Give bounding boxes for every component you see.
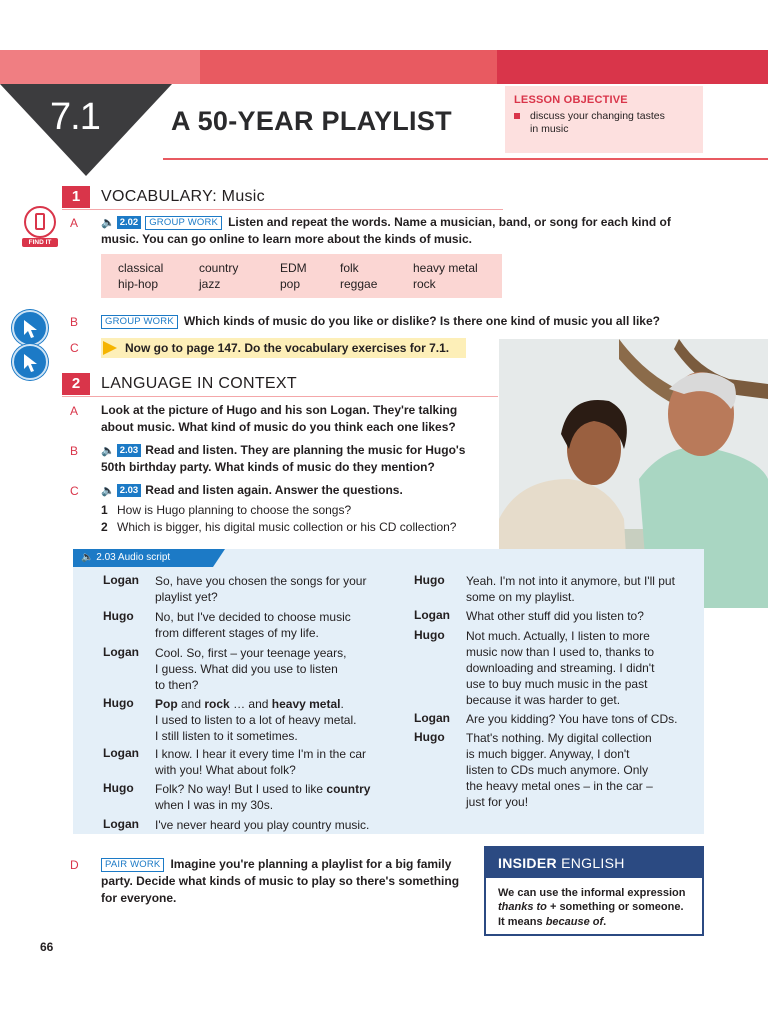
objective-heading: LESSON OBJECTIVE: [514, 94, 628, 106]
insider-heading: [486, 848, 702, 878]
script-speaker: Hugo: [103, 609, 134, 623]
audio-script-tab[interactable]: [73, 549, 213, 567]
exercise-2d-letter: D: [70, 858, 79, 872]
exercise-1b-letter: B: [70, 315, 79, 329]
group-work-tag: GROUP WORK: [101, 315, 178, 329]
script-speaker: Logan: [414, 608, 450, 622]
script-line: I used to listen to a lot of heavy metal.: [155, 713, 357, 727]
script-line: I still listen to it sometimes.: [155, 729, 298, 743]
script-line: Folk? No way! But I used to like country: [155, 782, 371, 796]
exercise-2c: [101, 482, 496, 499]
vocab-word: rock: [413, 277, 436, 291]
script-line: Cool. So, first – your teenage years,: [155, 646, 347, 660]
vocab-word: classical: [118, 261, 164, 275]
vocabulary-box: [101, 254, 502, 298]
insider-line-3-end: .: [603, 915, 607, 928]
script-line: just for you!: [466, 795, 529, 809]
header-band-light: [0, 50, 200, 84]
arrow-right-icon: [103, 341, 117, 355]
script-line: playlist yet?: [155, 590, 218, 604]
exercise-2d: [101, 856, 481, 906]
exercise-2a-line-2: about music. What kind of music do you think each one likes?: [101, 419, 456, 434]
vocab-word: jazz: [199, 277, 221, 291]
track-badge[interactable]: 2.02: [117, 216, 142, 229]
vocab-word: hip-hop: [118, 277, 159, 291]
insider-line-1: We can use the informal expression: [498, 887, 686, 899]
script-line: So, have you chosen the songs for your: [155, 574, 367, 588]
script-line: What other stuff did you listen to?: [466, 609, 644, 623]
header-band-dark: [497, 50, 768, 84]
script-line: the heavy metal ones – in the car –: [466, 779, 653, 793]
script-speaker: Hugo: [103, 781, 134, 795]
pointer-button[interactable]: [12, 344, 48, 380]
insider-body: [486, 878, 702, 937]
section-1-title: VOCABULARY: Music: [101, 188, 265, 205]
exercise-2a: [101, 402, 496, 436]
track-badge[interactable]: 2.03: [117, 444, 142, 457]
script-speaker: Hugo: [414, 730, 445, 744]
script-line: use to buy much music in the past: [466, 677, 648, 691]
exercise-1a-letter: A: [70, 216, 79, 230]
pointer-button[interactable]: [12, 310, 48, 346]
script-speaker: Logan: [414, 711, 450, 725]
insider-heading-rest: ENGLISH: [556, 855, 625, 871]
find-it-label: FIND IT: [22, 238, 58, 247]
pair-work-tag: PAIR WORK: [101, 858, 164, 872]
script-line: I know. I hear it every time I'm in the car: [155, 747, 367, 761]
phone-icon: [35, 213, 45, 230]
question-number: 2: [101, 519, 108, 534]
script-line: Pop and rock … and heavy metal.: [155, 697, 344, 711]
exercise-1b-text: Which kinds of music do you like or dislike? Is there one kind of music you all like?: [183, 314, 660, 328]
objective-line-1: discuss your changing tastes: [530, 110, 665, 122]
script-line: Yeah. I'm not into it anymore, but I'll put: [466, 574, 675, 588]
section-2-title: LANGUAGE IN CONTEXT: [101, 375, 297, 392]
exercise-2c-letter: C: [70, 484, 79, 498]
exercise-2b-line-1: Read and listen. They are planning the music for Hugo's: [145, 443, 466, 457]
script-line: to then?: [155, 678, 199, 692]
script-speaker: Logan: [103, 645, 139, 659]
vocab-word: folk: [340, 261, 359, 275]
script-line: because it was harder to get.: [466, 693, 621, 707]
script-line: downloading and streaming. I didn't: [466, 661, 655, 675]
go-to-page-link[interactable]: [101, 338, 466, 358]
insider-line-3: It means: [498, 915, 546, 928]
vocab-word: heavy metal: [413, 261, 478, 275]
cursor-arrow-icon: [22, 353, 40, 373]
exercise-2a-letter: A: [70, 404, 79, 418]
title-rule: [163, 158, 768, 160]
script-line: That's nothing. My digital collection: [466, 731, 652, 745]
audio-icon[interactable]: 🔈: [101, 445, 115, 457]
page-number: 66: [40, 940, 54, 954]
audio-icon[interactable]: 🔈: [101, 217, 115, 229]
script-line: with you! What about folk?: [155, 763, 296, 777]
script-line: is much bigger. Anyway, I don't: [466, 747, 630, 761]
script-speaker: Logan: [103, 817, 139, 831]
insider-italic-phrase: thanks to: [498, 901, 547, 914]
script-line: music now than I used to, thanks to: [466, 645, 655, 659]
script-speaker: Logan: [103, 746, 139, 760]
insider-line-2: + something or someone.: [546, 901, 684, 914]
section-2-rule: [62, 396, 498, 397]
find-it-button[interactable]: [22, 206, 58, 246]
script-speaker: Hugo: [414, 573, 445, 587]
script-line: Are you kidding? You have tons of CDs.: [466, 712, 678, 726]
exercise-1c-letter: C: [70, 341, 79, 355]
page-title: A 50-YEAR PLAYLIST: [171, 106, 452, 136]
exercise-2d-line-1: Imagine you're planning a playlist for a big family: [170, 857, 452, 871]
exercise-1a-line-2: music. You can go online to learn more about the kinds of music.: [101, 232, 472, 247]
lesson-objective-box: [505, 86, 703, 153]
script-line: I guess. What did you use to listen: [155, 662, 338, 676]
question-text: How is Hugo planning to choose the songs?: [117, 503, 352, 517]
section-1-number: 1: [62, 186, 90, 208]
script-line: No, but I've decided to choose music: [155, 610, 351, 624]
section-2-number: 2: [62, 373, 90, 395]
exercise-2b-line-2: 50th birthday party. What kinds of music do they mention?: [101, 460, 435, 475]
question-text: Which is bigger, his digital music collection or his CD collection?: [117, 519, 457, 534]
script-line: some on my playlist.: [466, 590, 575, 604]
script-line: I've never heard you play country music.: [155, 818, 370, 832]
audio-script-label: 2.03 Audio script: [96, 552, 171, 563]
group-work-tag: GROUP WORK: [145, 216, 222, 230]
exercise-1b: [101, 313, 721, 330]
go-to-text: Now go to page 147. Do the vocabulary exercises for 7.1.: [125, 341, 450, 355]
bullet-square-icon: [514, 113, 520, 119]
script-speaker: Logan: [103, 573, 139, 587]
script-line: when I was in my 30s.: [155, 798, 274, 812]
vocab-word: EDM: [280, 261, 307, 275]
script-line: listen to CDs much anymore. Only: [466, 763, 649, 777]
insider-heading-bold: INSIDER: [498, 855, 557, 871]
exercise-2d-line-2: party. Decide what kinds of music to play so there's something: [101, 873, 460, 888]
vocab-word: country: [199, 261, 239, 275]
track-badge[interactable]: 2.03: [117, 484, 142, 497]
script-line: from different stages of my life.: [155, 626, 319, 640]
question-number: 1: [101, 503, 108, 517]
script-line: Not much. Actually, I listen to more: [466, 629, 650, 643]
objective-text: [514, 110, 694, 136]
question-item: [101, 502, 456, 519]
vocab-word: pop: [280, 277, 301, 291]
vocab-word: reggae: [340, 277, 378, 291]
insider-english-box: [484, 846, 704, 936]
question-list: [101, 502, 456, 536]
speaker-icon: 🔈: [81, 552, 97, 563]
script-speaker: Hugo: [103, 696, 134, 710]
audio-icon[interactable]: 🔈: [101, 485, 115, 497]
section-1-rule: [62, 209, 503, 210]
cursor-arrow-icon: [22, 319, 40, 339]
question-item: [101, 519, 456, 536]
insider-italic-meaning: because of: [545, 915, 604, 928]
exercise-2c-text: Read and listen again. Answer the questions.: [145, 483, 403, 497]
exercise-2d-line-3: for everyone.: [101, 890, 177, 905]
exercise-2b-letter: B: [70, 444, 79, 458]
exercise-1a: [101, 214, 701, 248]
exercise-2a-line-1: Look at the picture of Hugo and his son Logan. They're talking: [101, 403, 458, 417]
script-speaker: Hugo: [414, 628, 445, 642]
exercise-2b: [101, 442, 496, 476]
unit-number: 7.1: [50, 96, 100, 138]
objective-line-2: in music: [530, 123, 569, 136]
exercise-1a-line-1: Listen and repeat the words. Name a musician, band, or song for each kind of: [228, 215, 671, 229]
